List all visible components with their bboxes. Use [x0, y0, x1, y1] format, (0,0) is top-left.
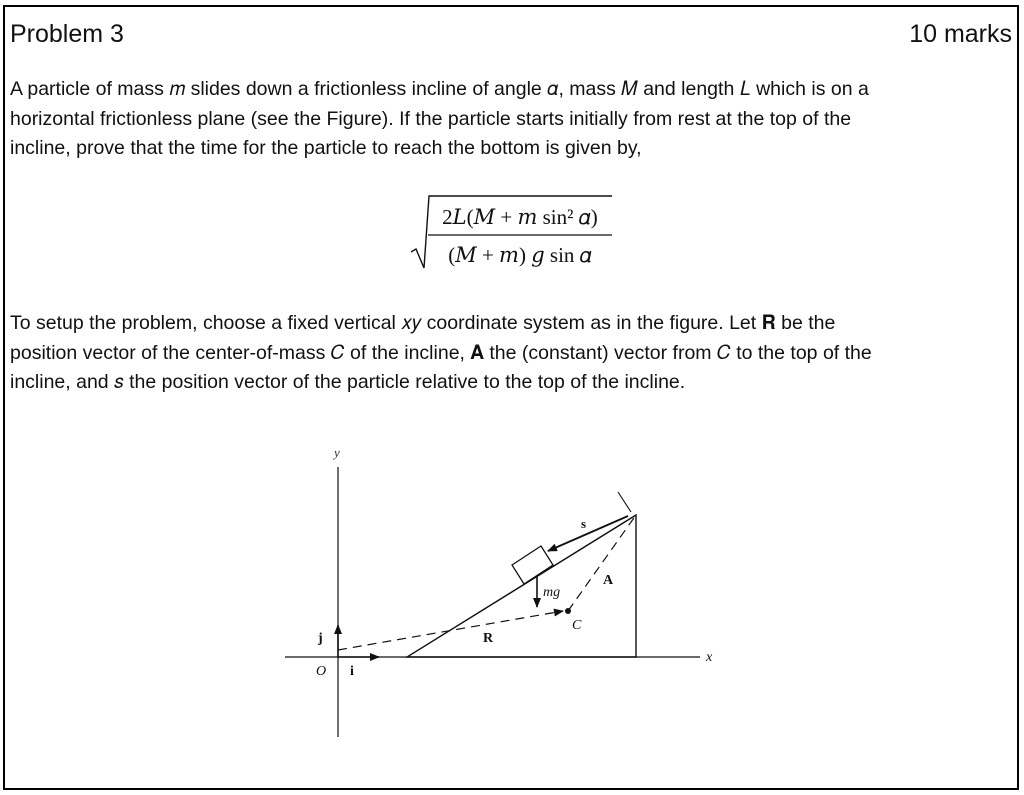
incline-figure — [275, 425, 747, 753]
vector-r-label: R — [483, 631, 494, 646]
problem-marks: 10 marks — [909, 20, 1012, 48]
unit-i-label: i — [350, 664, 354, 679]
center-of-mass-point — [565, 608, 571, 614]
figure-background — [275, 425, 747, 753]
weight-label: mg — [543, 585, 561, 600]
vector-a-label: A — [603, 573, 614, 588]
y-axis-label: y — [334, 445, 340, 460]
setup-paragraph: To setup the problem, choose a fixed vertical 𝑥𝑦 coordinate system as in the figure. Let 𝐑 be the position vector of the center-of-mass 𝐶 of the incline, 𝐀 the (constant) vector from 𝐶 to the top of the incline, and 𝑠 the position vector of the particle relative to the top of the incline. — [10, 312, 872, 393]
center-c-label: C — [572, 618, 582, 633]
unit-j-label: j — [318, 631, 323, 646]
formula-denominator: (𝑀 + 𝑚) 𝑔 sin 𝛼 — [448, 243, 592, 267]
problem-statement: A particle of mass 𝑚 slides down a frictionless incline of angle 𝛼, mass 𝑀 and length 𝐿 which is on a horizontal frictionless plane (see the Figure). If the particle starts initially from rest at the top of the incline, prove that the time for the particle to reach the bottom is given by, — [10, 78, 869, 159]
vector-s-label: s — [581, 516, 587, 531]
problem-title: Problem 3 — [10, 20, 124, 48]
time-formula — [0, 190, 1024, 280]
x-axis-label: x — [706, 650, 713, 665]
origin-label: O — [316, 664, 327, 679]
formula-numerator: 2𝐿(𝑀 + 𝑚 sin² 𝛼) — [442, 205, 598, 229]
